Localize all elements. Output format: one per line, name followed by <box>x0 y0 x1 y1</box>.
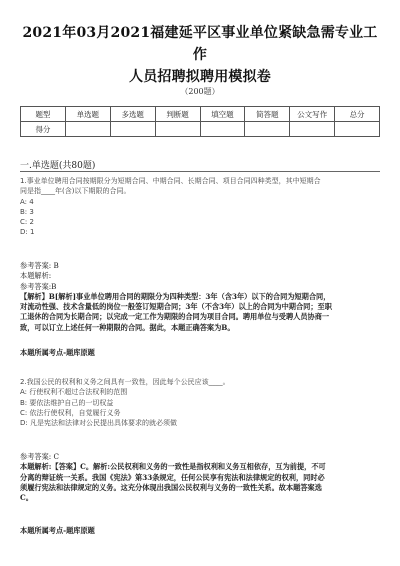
score-row-label: 得分 <box>21 122 66 137</box>
explanation-line: 本题解析:【答案】C。解析:公民权利和义务的一致性是指权利和义务互相依存，互为前提，不可 <box>20 462 326 472</box>
analysis-text: 参考答案:B <box>20 281 57 291</box>
section-divider <box>20 171 380 172</box>
question-2 <box>20 377 380 428</box>
knowledge-point-2: 本题所属考点-题库原题 <box>20 526 95 535</box>
score-cell <box>200 122 245 137</box>
question-stem-line: 1.事业单位聘用合同按期限分为短期合同、中期合同、长期合同、项目合同四种类型，其中短期合 <box>20 177 321 185</box>
option-d: D: 凡是宪法和法律对公民提出具体要求的就必须做 <box>20 419 177 428</box>
option-a: A: 行使权利不超过合法权利的范围 <box>20 388 128 397</box>
option-c: C: 依法行使权利，自觉履行义务 <box>20 408 121 417</box>
score-cell <box>290 122 335 137</box>
score-cell <box>245 122 290 137</box>
score-cell <box>335 122 380 137</box>
explanation-line: 工退休的合同为长期合同；以完成一定工作为期限的合同为项目合同。聘用单位与受聘人员协商一 <box>20 312 330 322</box>
option-d: D: 1 <box>20 228 35 237</box>
question-1 <box>20 176 380 238</box>
score-table-header-cell: 题型 <box>21 107 66 122</box>
score-table-header-cell: 总分 <box>335 107 380 122</box>
score-table-header-row <box>21 107 380 122</box>
explanation-line: C。 <box>20 493 33 503</box>
option-a: A: 4 <box>20 197 34 206</box>
score-cell <box>65 122 110 137</box>
score-cell <box>110 122 155 137</box>
option-c: C: 2 <box>20 218 34 227</box>
answer-block-1 <box>20 261 382 333</box>
answer-label: 参考答案: C <box>20 452 59 461</box>
question-stem-line: 同是指____年(含)以下期限的合同。 <box>20 187 131 196</box>
answer-block-2 <box>20 452 382 503</box>
explanation-line: 【解析】B[解析]事业单位聘用合同的期限分为四种类型：3年（含3年）以下的合同为短期合同， <box>20 291 331 301</box>
total-score-label: （200题） <box>180 87 220 96</box>
analysis-label: 本题解析: <box>20 271 52 281</box>
explanation-line: 分离的辩证统一关系。我国《宪法》第33条规定，任何公民享有宪法和法律规定的权利，同时必 <box>20 472 325 482</box>
knowledge-point-1: 本题所属考点-题库原题 <box>20 348 95 357</box>
section-heading: 一.单选题(共80题) <box>20 161 96 171</box>
option-b: B: 要依法维护自己的一切权益 <box>20 398 114 407</box>
score-table-header-cell: 单选题 <box>65 107 110 122</box>
score-table-header-cell: 判断题 <box>155 107 200 122</box>
question-stem-line: 2.我国公民的权利和义务之间具有一致性，因此每个公民应该____。 <box>20 378 230 386</box>
score-cell <box>155 122 200 137</box>
score-table-header-cell: 简答题 <box>245 107 290 122</box>
explanation-line: 对流动性强、技术含量低的岗位一般签订短期合同；3年（不含3年）以上的合同为中期合同；至职 <box>20 302 332 312</box>
title-line-2: 人员招聘拟聘用模拟卷 <box>129 69 271 85</box>
explanation-line: 致，可以订立上述任何一种期限的合同。据此，本题正确答案为B。 <box>20 322 235 332</box>
explanation-line: 须履行宪法和法律规定的义务。这充分体现出我国公民权利与义务的一致性关系。故本题答案选 <box>20 482 322 492</box>
score-table <box>20 106 380 137</box>
title-line-1: 2021年03月2021福建延平区事业单位紧缺急需专业工作 <box>22 25 378 63</box>
score-table-header-cell: 公文写作 <box>290 107 335 122</box>
score-table-score-row <box>21 122 380 137</box>
answer-label: 参考答案: B <box>20 261 59 270</box>
document-title <box>18 22 382 88</box>
score-table-header-cell: 多选题 <box>110 107 155 122</box>
option-b: B: 3 <box>20 207 34 216</box>
score-table-header-cell: 填空题 <box>200 107 245 122</box>
